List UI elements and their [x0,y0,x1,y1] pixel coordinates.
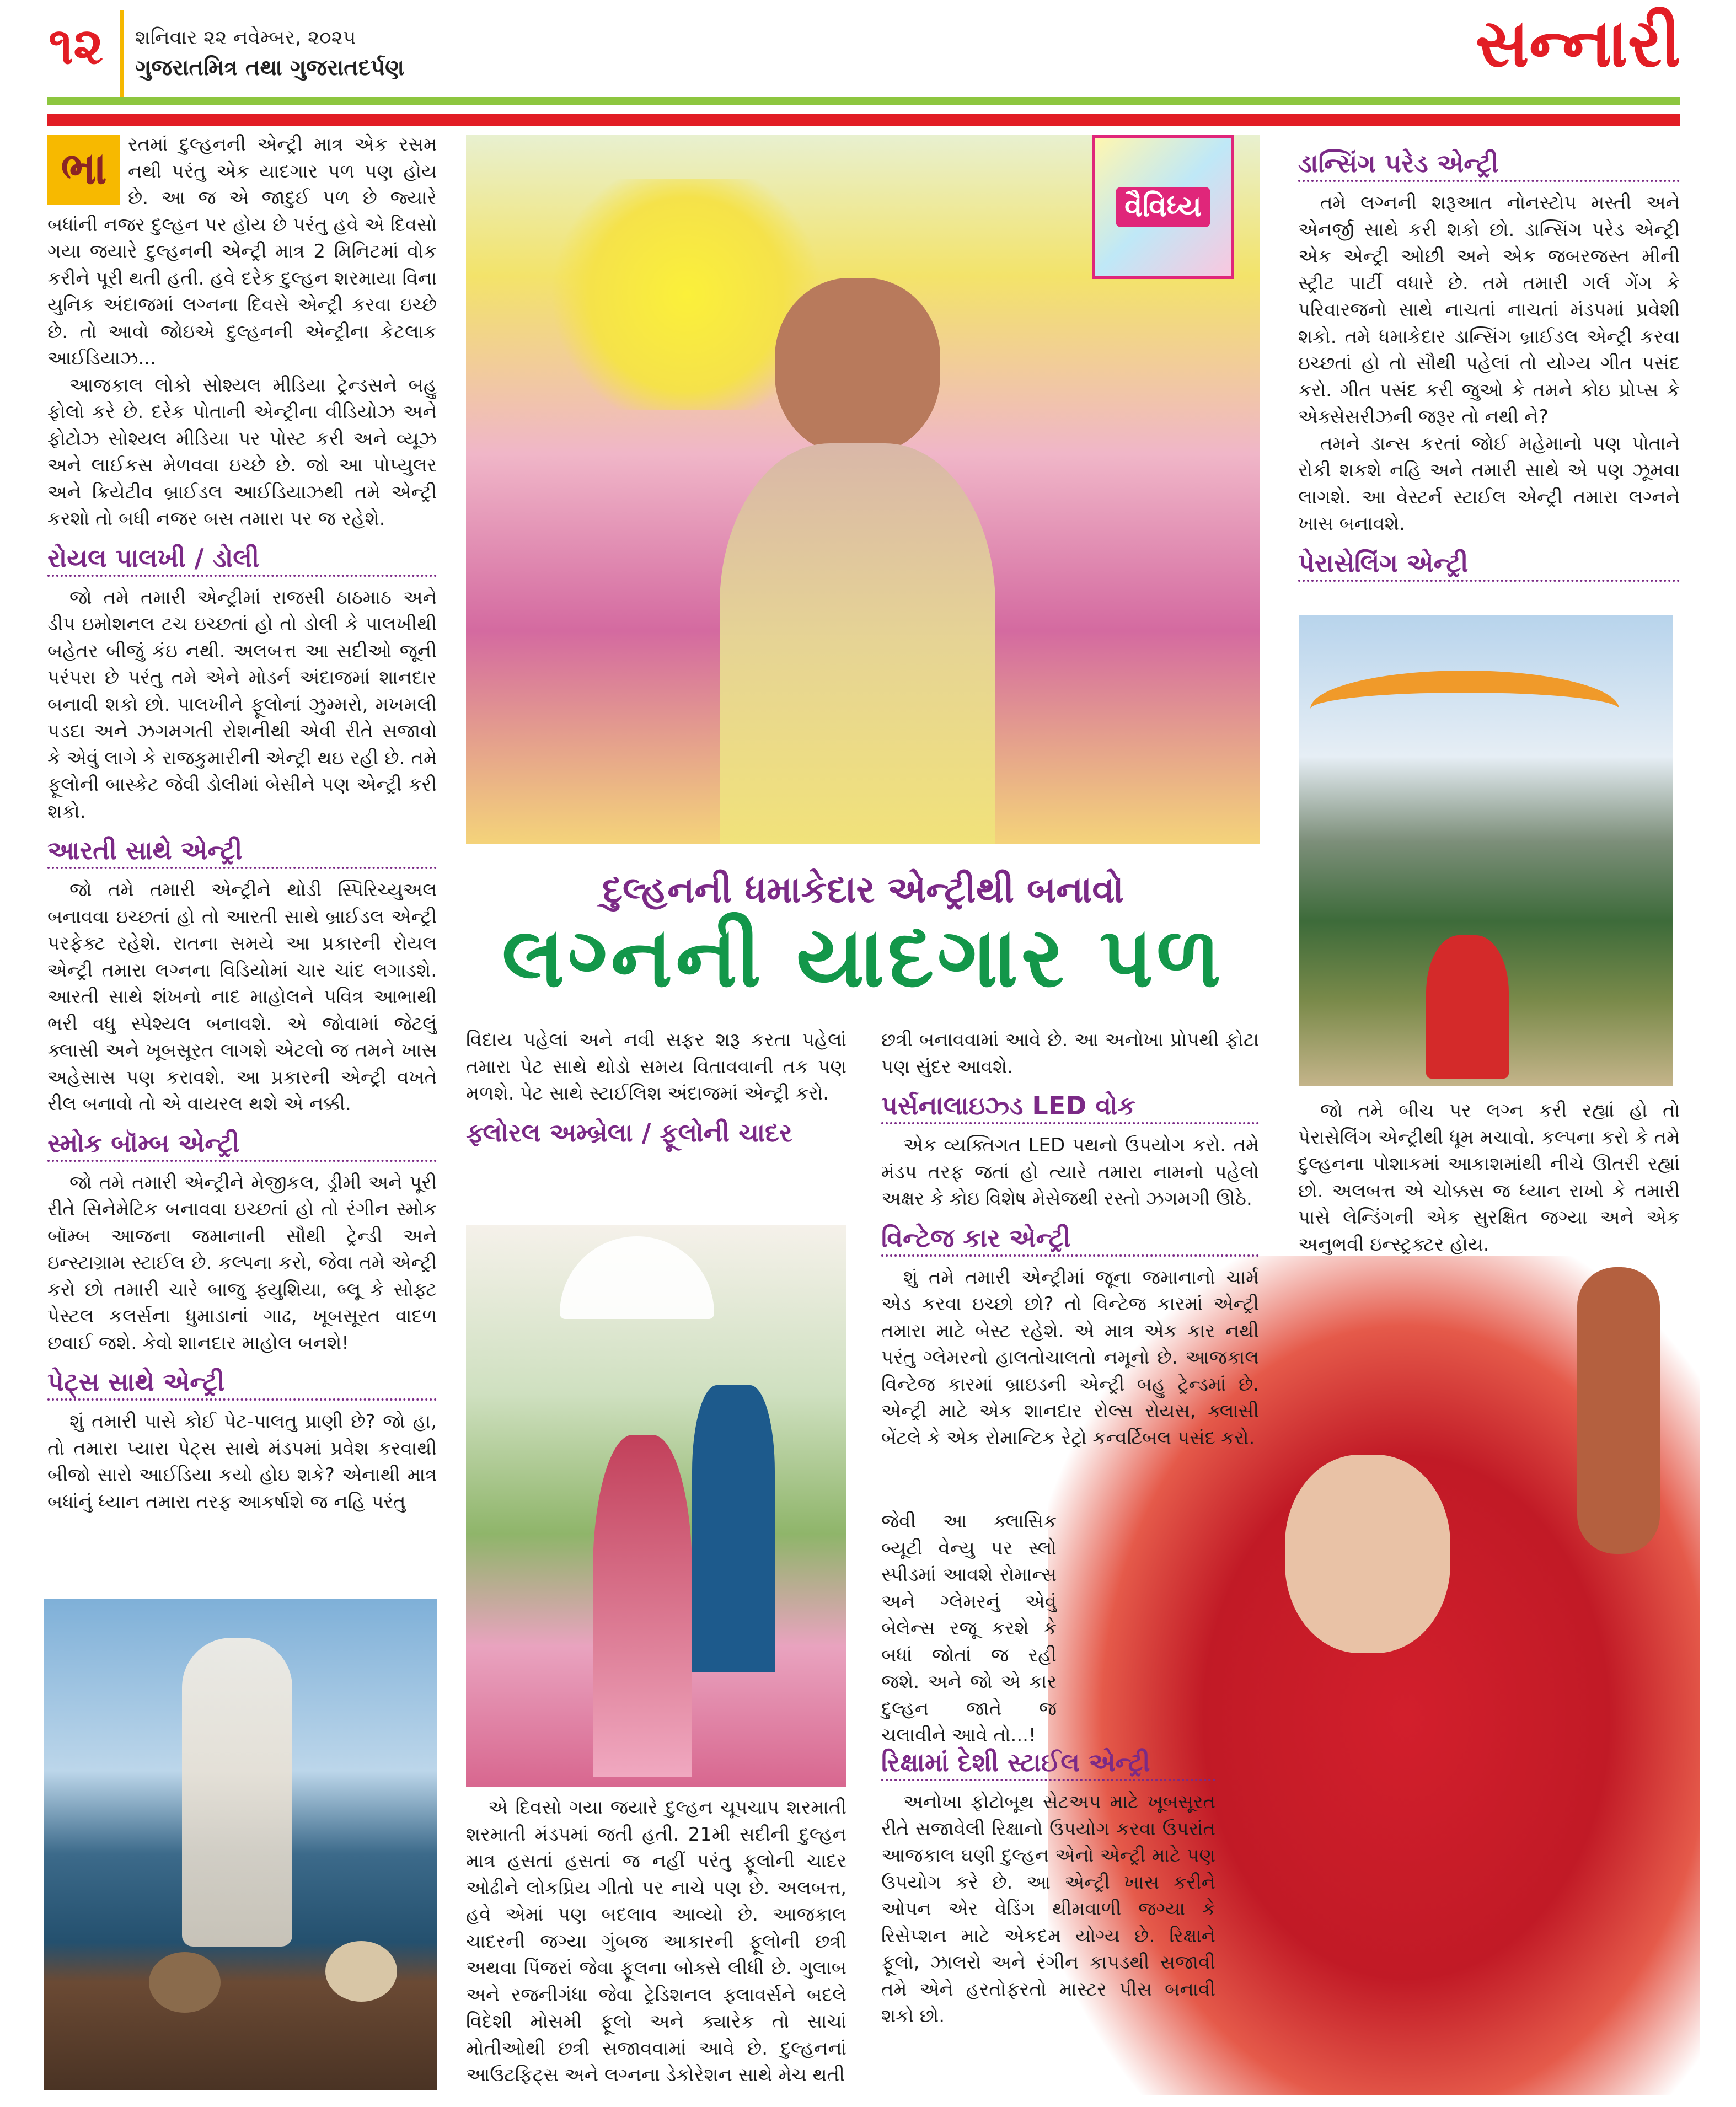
heading-doli: રોયલ પાલખી / ડોલી [47,542,437,577]
paragraph: જો તમે તમારી એન્ટ્રીને થોડી સ્પિરિચ્યુઅલ બનાવવા ઇચ્છતાં હો તો આરતી સાથે બ્રાઈડલ એન્ટ્રી પરફેક્ટ રહેશે. રાતના સમયે આ પ્રકારની રોયલ એન્ટ્રી તમારા લગ્નના વિડિયોમાં ચાર ચાંદ લગાડશે. આરતી સાથે શંખનો નાદ માહોલને પવિત્ર આભાથી ભરી વધુ સ્પેશ્યલ બનાવશે. એ જોવામાં જેટલું ક્લાસી અને ખૂબસૂરત લાગશે એટલો જ તમને ખાસ અહેસાસ પણ કરાવશે. આ પ્રકારની એન્ટ્રી વખતે રીલ બનાવો તો એ વાયરલ થશે એ નક્કી. [47,879,437,1115]
heading-smoke: સ્મોક બૉમ્બ એન્ટ્રી [47,1127,437,1162]
headline-main: લગ્નની યાદગાર પળ [502,910,1224,1006]
drop-cap: ભા [47,135,120,205]
paragraph: જો તમે તમારી એન્ટ્રીમાં રાજસી ઠાઠમાઠ અને ડીપ ઇમોશનલ ટચ ઇચ્છતાં હો તો ડોલી કે પાલખીથી બહેતર બીજું કંઇ નથી. અલબત્ત આ સદીઓ જૂની પરંપરા છે પરંતુ તમે એને મોડર્ન અંદાજમાં શાનદાર બનાવી શકો છો. પાલખીને ફૂલોનાં ઝુમ્મરો, મખમલી પડદા અને ઝગમગતી રોશનીથી એવી રીતે સજાવો કે એવું લાગે કે રાજકુમારીની એન્ટ્રી થઇ રહી છે. તમે ફૂલોની બાસ્કેટ જેવી ડોલીમાં બેસીને પણ એન્ટ્રી કરી શકો. [47,586,437,823]
floral-umbrella-photo [466,1225,846,1787]
column-1 [47,131,437,1515]
paragraph: શું તમે તમારી એન્ટ્રીમાં જૂના જમાનાનો ચાર્મ એડ કરવા ઇચ્છો છો? તો વિન્ટેજ કારમાં એન્ટ્રી તમારા માટે બેસ્ટ રહેશે. એ માત્ર એક કાર નથી પરંતુ ગ્લેમરનો હાલતોચાલતો નમૂનો છે. આજકાલ વિન્ટેજ કારમાં બ્રાઇડની એન્ટ્રી બહુ ટ્રેન્ડમાં છે. એન્ટ્રી માટે એક શાનદાર રોલ્સ રોયસ, ક્લાસી બેંટલે કે એક રોમાન્ટિક રેટ્રો કન્વર્ટિબલ પસંદ કરો. [881,1266,1259,1449]
bride-with-pugs-photo [44,1599,437,2090]
paragraph: વિદાય પહેલાં અને નવી સફર શરૂ કરતા પહેલાં તમારા પેટ સાથે થોડો સમય વિતાવવાની તક પણ મળશે. પેટ સાથે સ્ટાઈલિશ અંદાજમાં એન્ટ્રી કરો. [466,1029,846,1105]
headline-kicker: દુલ્હનની ધમાકેદાર એન્ટ્રીથી બનાવો [602,868,1124,911]
page-number: ૧૨ [49,17,104,76]
paragraph: એ દિવસો ગયા જયારે દુલ્હન ચૂપચાપ શરમાતી શરમાતી મંડપમાં જતી હતી. 21મી સદીની દુલ્હન માત્ર હસતાં હસતાં જ નહીં પરંતુ ફૂલોની ચાદર ઓઢીને લોકપ્રિય ગીતો પર નાચે પણ છે. અલબત્ત, હવે એમાં પણ બદલાવ આવ્યો છે. આજકાલ ચાદરની જગ્યા ગુંબજ આકારની ફૂલોની છત્રી અથવા પિંજરાં જેવા ફૂલના બોક્સે લીધી છે. ગુલાબ અને રજનીગંધા જેવા ટ્રેડિશનલ ફ્લાવર્સને બદલે વિદેશી મોસમી ફૂલો અને ક્યારેક તો સાચાં મોતીઓથી છત્રી સજાવવામાં આવે છે. દુલ્હનનાં આઉટફિટ્સ અને લગ્નના ડેકોરેશન સાથે મેચ થતી [466,1797,846,2086]
paragraph: શું તમારી પાસે કોઈ પેટ-પાલતુ પ્રાણી છે? જો હા, તો તમારા પ્યારા પેટ્સ સાથે મંડપમાં પ્રવેશ કરવાથી બીજો સારો આઈડિયા કયો હોઇ શકે? એનાથી માત્ર બધાંનું ધ્યાન તમારા તરફ આકર્ષાશે જ નહિ પરંતુ [47,1411,437,1513]
badge-label: વૈવિધ્ય [1116,187,1210,227]
paragraph: અનોખા ફોટોબૂથ સેટઅપ માટે ખૂબસૂરત રીતે સજાવેલી રિક્ષાનો ઉપયોગ કરવા ઉપરાંત આજકાલ ઘણી દુલ્હન એનો એન્ટ્રી માટે પણ ઉપયોગ કરે છે. આ એન્ટ્રી ખાસ કરીને ઓપન એર વેડિંગ થીમવાળી જગ્યા કે રિસેપ્શન માટે એકદમ યોગ્ય છે. રિક્ષાને ફૂલો, ઝાલરો અને રંગીન કાપડથી સજાવી તમે એને હરતોફરતો માસ્ટર પીસ બનાવી શકો છો. [881,1791,1215,2027]
heading-vintage: વિન્ટેજ કાર એન્ટ્રી [881,1221,1259,1257]
paragraph: જો તમે તમારી એન્ટ્રીને મેજીકલ, ડ્રીમી અને પૂરી રીતે સિનેમેટિક બનાવવા ઇચ્છતાં હો તો રંગીન સ્મોક બૉમ્બ આજના જમાનાની સૌથી ટ્રેન્ડી અને ઇન્સ્ટાગ્રામ સ્ટાઈલ છે. કલ્પના કરો, જેવા તમે એન્ટ્રી કરો છો તમારી ચારે બાજુ ફ્યુશિયા, બ્લૂ કે સોફ્ટ પેસ્ટલ કલર્સના ધુમાડાનાં ગાઢ, ખૂબસૂરત વાદળ છવાઈ જશે. કેવો શાનદાર માહોલ બનશે! [47,1171,437,1354]
column-2-lower [466,1794,846,2089]
paragraph: જો તમે બીચ પર લગ્ન કરી રહ્યાં હો તો પેરાસેલિંગ એન્ટ્રીથી ધૂમ મચાવો. કલ્પના કરો કે તમે દુલ્હનના પોશાકમાં આકાશમાંથી નીચે ઊતરી રહ્યાં છો. અલબત્ત એ ચોક્કસ જ ધ્યાન રાખો કે તમારી પાસે લેન્ડિંગની એક સુરક્ષિત જગ્યા અને એક અનુભવી ઇન્સ્ટ્રક્ટર હોય. [1298,1100,1680,1256]
paragraph: છત્રી બનાવવામાં આવે છે. આ અનોખા પ્રોપથી ફોટા પણ સુંદર આવશે. [881,1029,1259,1078]
column-3-lower [881,1737,1215,2030]
section-masthead: સન્નારી [1475,6,1681,82]
paragraph: તમે લગ્નની શરૂઆત નોનસ્ટોપ મસ્તી અને એનર્જી સાથે કરી શકો છો. ડાન્સિંગ પરેડ એન્ટ્રી એક એન્ટ્રી ઓછી અને એક જબરજસ્ત મીની સ્ટ્રીટ પાર્ટી વધારે છે. તમે તમારી ગર્લ ગેંગ કે પરિવારજનો સાથે નાચતાં નાચતાં મંડપમાં પ્રવેશી શકો. તમે ધમાકેદાર ડાન્સિંગ બ્રાઈડલ એન્ટ્રી કરવા ઇચ્છતાં હો તો સૌથી પહેલાં તો યોગ્ય ગીત પસંદ કરો. ગીત પસંદ કરી જુઓ કે તમને કોઇ પ્રોપ્સ કે એક્સેસરીઝની જરૂર તો નથી ને? [1298,192,1680,428]
paragraph: તમને ડાન્સ કરતાં જોઈ મહેમાનો પણ પોતાને રોકી શકશે નહિ અને તમારી સાથે એ પણ ઝૂમવા લાગશે. આ વેસ્ટર્ન સ્ટાઈલ એન્ટ્રી તમારા લગ્નને ખાસ બનાવશે. [1298,432,1680,535]
newspaper-name: ગુજરાતમિત્ર તથા ગુજરાતદર્પણ [135,55,405,81]
issue-date: શનિવાર ૨૨ નવેમ્બર, ૨૦૨૫ [135,26,356,49]
parasailing-bride-photo [1299,615,1673,1086]
heading-aarti: આરતી સાથે એન્ટ્રી [47,834,437,869]
paragraph: આજકાલ લોકો સોશ્યલ મીડિયા ટ્રેન્ડસને બહુ ફોલો કરે છે. દરેક પોતાની એન્ટ્રીના વીડિયોઝ અને ફોટોઝ સોશ્યલ મીડિયા પર પોસ્ટ કરી અને વ્યૂઝ અને લાઈકસ મેળવવા ઇચ્છે છે. જો આ પોપ્યુલર અને ક્રિયેટીવ બ્રાઈડલ આઈડિયાઝથી તમે એન્ટ્રી કરશો તો બધી નજર બસ તમારા પર જ રહેશે. [47,374,437,530]
column-4 [1298,138,1680,589]
column-2 [466,1027,846,1157]
paragraph: જેવી આ ક્લાસિક બ્યૂટી વેન્યુ પર સ્લો સ્પીડમાં આવશે રોમાન્સ અને ગ્લેમરનું એવું બેલેન્સ રજૂ કરશે કે બધાં જોતાં જ રહી જશે. અને જો એ કાર દુલ્હન જાતે જ ચલાવીને આવે તો...! [881,1510,1057,1746]
heading-parasailing: પેરાસેલિંગ એન્ટ્રી [1298,546,1680,582]
paragraph: એક વ્યક્તિગત LED પથનો ઉપયોગ કરો. તમે મંડપ તરફ જતાં હો ત્યારે તમારા નામનો પહેલો અક્ષર કે કોઇ વિશેષ મેસેજથી રસ્તો ઝગમગી ઊઠે. [881,1134,1259,1210]
red-rule [47,114,1680,126]
column-3-narrow [881,1508,1057,1749]
intro-paragraph: રતમાં દુલ્હનની એન્ટ્રી માત્ર એક રસમ નથી પરંતુ એક યાદગાર પળ પણ હોય છે. આ જ એ જાદુઈ પળ છે જ્યારે બધાંની નજર દુલ્હન પર હોય છે પરંતુ હવે એ દિવસો ગયા જયારે દુલ્હનની એન્ટ્રી માત્ર 2 મિનિટમાં વોક કરીને પૂરી થતી હતી. હવે દરેક દુલ્હન શરમાયા વિના યુનિક અંદાજમાં લગ્નના દિવસે એન્ટ્રી કરવા ઇચ્છે છે. તો આવો જોઇએ દુલ્હનની એન્ટ્રીના કેટલાક આઈડિયાઝ... [47,133,437,369]
heading-pets: પેટ્સ સાથે એન્ટ્રી [47,1365,437,1401]
heading-led: પર્સનાલાઇઝ્ડ LED વોક [881,1089,1259,1124]
column-3 [881,1027,1259,1451]
column-4-lower [1298,1097,1680,1258]
heading-floral: ફ્લોરલ અમ્બ્રેલા / ફૂલોની ચાદર [466,1117,792,1148]
heading-riksha: રિક્ષામાં દેશી સ્ટાઈલ એન્ટ્રી [881,1746,1215,1781]
heading-dance: ડાન્સિંગ પરેડ એન્ટ્રી [1298,147,1680,182]
green-rule [47,97,1680,105]
vaividhya-badge [1092,135,1234,279]
header-divider [120,10,124,101]
